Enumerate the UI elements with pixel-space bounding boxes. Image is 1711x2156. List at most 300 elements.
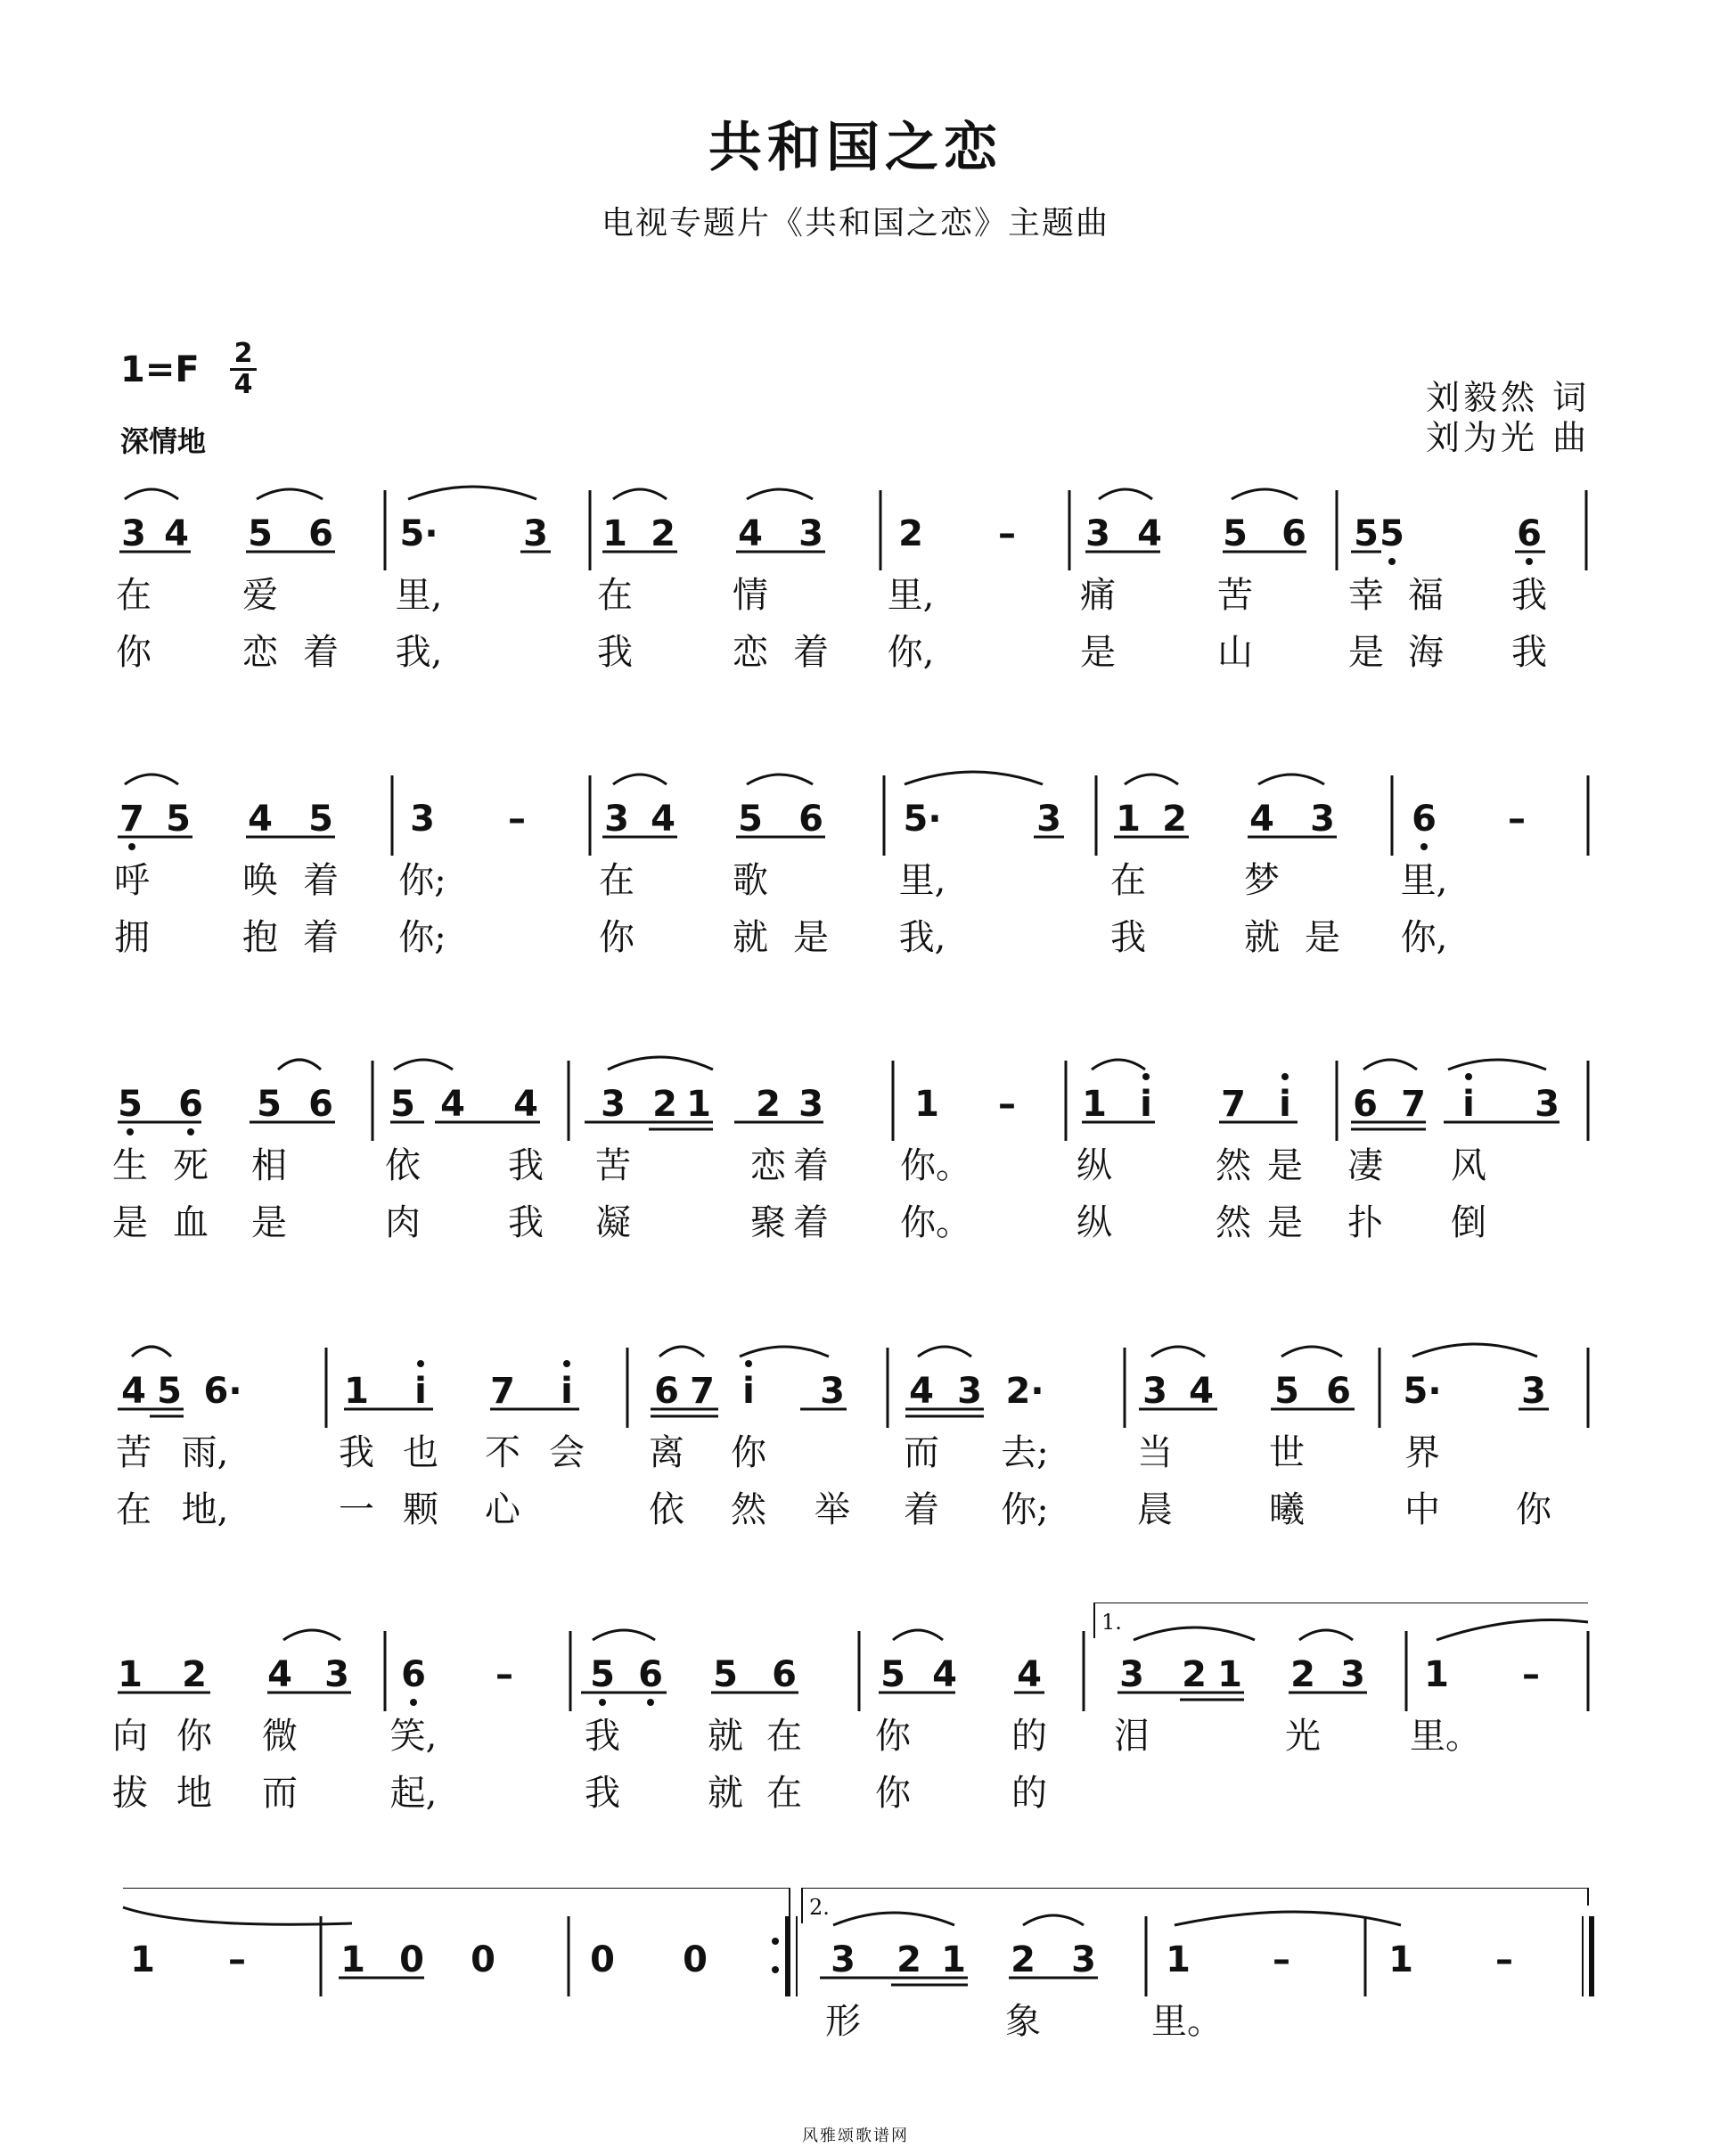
lyric: 福 [1408,575,1444,616]
note: 3 [957,1371,982,1412]
note: 4 [513,1084,538,1125]
note: 1 [602,513,627,554]
note: 3 [601,1084,626,1125]
note: 4 [738,513,763,554]
lower-octave-dot [1420,843,1428,850]
lyric: 是 [112,1202,148,1243]
lyric: 死 [173,1145,209,1186]
slur [918,1347,971,1357]
lyric: 里, [395,575,443,616]
lower-octave-dot [1388,558,1396,565]
note: 5 [257,1084,282,1125]
footer-watermark: 风雅颂歌谱网 [802,2127,909,2145]
lyric: 我 [1110,917,1146,958]
lyric: 而 [262,1773,298,1814]
note: 2 [896,1939,921,1980]
lyric: 纵 [1077,1145,1112,1186]
note: 3 [604,799,629,840]
lyric: 一 [339,1489,374,1530]
lyric: 着 [303,632,339,673]
note: 1 [1217,1654,1242,1695]
lyric: 而 [904,1432,939,1473]
lyric: 是 [1348,632,1384,673]
lyric: 是 [1267,1145,1303,1186]
lower-octave-dot [647,1699,654,1706]
lyric: 雨, [181,1432,229,1473]
lyric: 你 [116,632,151,673]
lyric: 曦 [1269,1489,1305,1530]
tie-end [123,1907,352,1924]
note: 5 [390,1084,415,1125]
note: 5 [248,513,273,554]
lyric: 在 [597,575,633,616]
lyric: 苦 [595,1145,631,1186]
note: – [508,799,526,840]
slur [408,487,536,499]
slur [1258,775,1324,784]
slur [125,489,178,499]
note: 5 [118,1084,143,1125]
note: 5 [880,1654,905,1695]
note: 6 [1281,513,1306,554]
lyric: 在 [599,860,634,901]
lyric: 然 [1216,1145,1251,1186]
note: 2 [182,1654,207,1695]
note: i [561,1371,573,1412]
note: 7 [1401,1084,1426,1125]
lyric: 我 [339,1432,374,1473]
lyric: 苦 [1217,575,1253,616]
note: 3 [798,513,823,554]
note: 5· [903,799,942,840]
lyrics-verse-2 [0,1772,1711,1815]
lyric: 你 [176,1716,212,1757]
slur [893,1630,943,1640]
slur [1281,1347,1342,1357]
note: – [495,1654,513,1695]
lyricist-credit: 刘毅然 词 [1426,378,1591,417]
note: 2 [1011,1939,1036,1980]
note: 1 [1166,1939,1191,1980]
note: 1 [130,1939,155,1980]
note: i [414,1371,427,1412]
lyric: 我 [597,632,633,673]
note: 1 [686,1084,711,1125]
lyrics-verse-2 [0,916,1711,959]
lyric: 当 [1137,1432,1173,1473]
lyric: 我 [508,1145,544,1186]
note: 6· [203,1371,242,1412]
lyric: 光 [1285,1716,1321,1757]
upper-octave-dot [1281,1073,1289,1080]
note: 3 [1085,513,1110,554]
lyric: 我 [1511,632,1547,673]
lyric: 你 [875,1716,911,1757]
note: 4 [164,513,189,554]
slur [613,775,667,784]
lyric: 是 [1305,917,1340,958]
lyric: 在 [116,575,151,616]
lyric: 你, [887,632,935,673]
slur [1175,1912,1401,1925]
lyric: 就 [733,917,768,958]
lyric: 着 [904,1489,939,1530]
lower-octave-dot [599,1699,606,1706]
note: 1 [914,1084,939,1125]
note: 0 [399,1939,424,1980]
lyrics-verse-1 [0,1144,1711,1187]
lyric: 你; [1001,1489,1049,1530]
note: – [228,1939,246,1980]
slur [278,1060,321,1070]
note: 0 [683,1939,708,1980]
key-signature: 1=F [120,349,200,390]
upper-octave-dot [563,1360,570,1367]
slur [1134,1627,1255,1640]
note: 3 [1119,1654,1144,1695]
note: 6 [772,1654,797,1695]
slur [659,1347,704,1357]
slur [257,489,323,499]
lyric: 里, [887,575,935,616]
lyrics-verse-2 [0,631,1711,674]
lyric: 是 [251,1202,287,1243]
lyric: 你 [731,1432,766,1473]
lyric: 你; [398,860,446,901]
lyric: 倒 [1451,1202,1486,1243]
time-numerator: 2 [233,338,253,369]
notation-line-6 [0,1888,1711,2093]
lyric: 聚 [750,1202,786,1243]
lyric: 抱 [242,917,278,958]
note: 1 [1388,1939,1413,1980]
slur [1092,1060,1145,1070]
song-subtitle: 电视专题片《共和国之恋》主题曲 [601,205,1109,242]
lyrics-verse-1 [0,1715,1711,1758]
note: 6 [401,1654,426,1695]
lyric: 里, [898,860,946,901]
note: i [1279,1084,1291,1125]
lyrics-verse-1 [0,574,1711,617]
note: 2 [1290,1654,1315,1695]
note: 6 [308,1084,333,1125]
upper-octave-dot [745,1360,752,1367]
note: 4 [121,1371,146,1412]
lyric: 中 [1404,1489,1440,1530]
lyric: 拔 [112,1773,148,1814]
note: 2 [652,1084,677,1125]
time-signature [230,340,257,398]
note: – [1495,1939,1513,1980]
slur [1448,1060,1546,1070]
lyric: 是 [793,917,829,958]
tie-start [1437,1620,1588,1641]
note: 5 [308,799,333,840]
note: 2 [756,1084,781,1125]
lyric: 凄 [1347,1145,1383,1186]
lyrics-verse-1 [0,1431,1711,1474]
note: 3 [1310,799,1335,840]
note: 1 [1116,799,1141,840]
lyric: 苦 [116,1432,151,1473]
upper-octave-dot [417,1360,424,1367]
note: 2 [1182,1654,1207,1695]
note: 0 [471,1939,495,1980]
note: i [1462,1084,1475,1125]
note: 4 [267,1654,292,1695]
lyric: 你。 [900,1145,971,1186]
lyric: 世 [1269,1432,1305,1473]
note: 7 [690,1371,715,1412]
lyric: 不 [485,1432,520,1473]
upper-octave-dot [1465,1073,1472,1080]
slur [283,1630,340,1640]
note: 4 [932,1654,957,1695]
slur [1363,1060,1417,1070]
note: 5 [157,1371,182,1412]
note: 5 [1274,1371,1299,1412]
note: – [1522,1654,1540,1695]
lyric: 地 [176,1773,212,1814]
lyric: 颗 [403,1489,438,1530]
lyric: 幸 [1348,575,1384,616]
lyric: 生 [112,1145,148,1186]
note: 3 [1071,1939,1096,1980]
lyric: 在 [1110,860,1146,901]
lyric: 恋 [242,632,278,673]
slur [833,1913,954,1925]
note: 1 [1424,1654,1449,1695]
lyric: 我 [585,1716,620,1757]
lyric: 纵 [1077,1202,1112,1243]
note: 5 [713,1654,738,1695]
note: 6 [308,513,333,554]
lyric: 在 [116,1489,151,1530]
note: 6 [654,1371,679,1412]
lyric: 肉 [385,1202,421,1243]
lyric: 向 [112,1716,148,1757]
slur [1099,489,1152,499]
note: 3 [410,799,435,840]
lyric: 心 [485,1489,520,1530]
note: 4 [1017,1654,1042,1695]
lyric: 歌 [733,860,768,901]
lyric: 着 [793,1145,829,1186]
slur [1125,775,1178,784]
note: 3 [1535,1084,1560,1125]
slur [593,1630,655,1640]
slur [747,489,813,499]
note: 4 [1137,513,1162,554]
lower-octave-dot [127,1128,134,1135]
lyric: 会 [549,1432,585,1473]
note: 4 [440,1084,465,1125]
lyric: 微 [262,1716,298,1757]
note: 2 [651,513,675,554]
note: 3 [523,513,548,554]
lyric: 山 [1217,632,1253,673]
note: 3 [1521,1371,1546,1412]
note: – [998,1084,1016,1125]
lyric: 然 [1216,1202,1251,1243]
note: 5 [166,799,191,840]
note: 1 [118,1654,143,1695]
note: 5 [738,799,763,840]
slur [1151,1347,1205,1357]
note: 4 [651,799,675,840]
lower-octave-dot [1526,558,1533,565]
lyric: 形 [825,2001,861,2042]
note: 1 [941,1939,966,1980]
slur [1023,1915,1084,1925]
time-denominator: 4 [233,369,253,400]
lyric: 象 [1005,2001,1041,2042]
lyric: 就 [1244,917,1280,958]
lyric: 凝 [595,1202,631,1243]
lyric: 界 [1404,1432,1440,1473]
note: 0 [590,1939,615,1980]
note: 3 [1142,1371,1167,1412]
lyric: 的 [1011,1716,1047,1757]
lyric: 着 [303,860,339,901]
lyric: 你。 [900,1202,971,1243]
lyric: 我, [395,632,443,673]
lyric: 我 [508,1202,544,1243]
note: 4 [1249,799,1274,840]
lyric: 去; [1001,1432,1049,1473]
note: 7 [119,799,144,840]
slur [1412,1344,1537,1357]
lyric: 恋 [733,632,768,673]
note: 5 [590,1654,615,1695]
lower-octave-dot [187,1128,194,1135]
note: – [1273,1939,1290,1980]
lyric: 你 [1516,1489,1551,1530]
lyric: 你; [398,917,446,958]
lyric: 然 [731,1489,766,1530]
lyric: 是 [1267,1202,1303,1243]
slur [125,775,178,784]
slur [608,1057,713,1070]
volta-2-bracket [802,1888,1588,1923]
note: 2 [1162,799,1187,840]
lyric: 也 [403,1432,438,1473]
note: 7 [490,1371,515,1412]
note: 5 [1223,513,1248,554]
note: 5 [1379,513,1404,554]
lyrics-verse-1 [0,859,1711,902]
lyric: 泪 [1114,1716,1150,1757]
note: 5· [1403,1371,1442,1412]
slur [394,1060,453,1070]
repeat-dot [772,1966,779,1973]
lower-octave-dot [128,843,135,850]
lyric: 依 [649,1489,684,1530]
slur [905,772,1043,784]
lyric: 我, [898,917,946,958]
slur [1232,489,1298,499]
note: 3 [798,1084,823,1125]
note: 3 [121,513,146,554]
slur [613,489,667,499]
lyric: 里, [1400,860,1448,901]
note: 3 [820,1371,845,1412]
lyric: 恋 [750,1145,786,1186]
note: 6 [798,799,823,840]
note: 3 [831,1939,856,1980]
upper-octave-dot [1142,1073,1150,1080]
note: 2· [1005,1371,1044,1412]
tempo-marking: 深情地 [120,424,207,458]
lyric: 拥 [114,917,150,958]
note: 6 [178,1084,203,1125]
lyric: 在 [766,1716,802,1757]
lyric: 依 [385,1145,421,1186]
song-title: 共和国之恋 [708,117,1003,179]
note: 3 [324,1654,349,1695]
note: 6 [1353,1084,1378,1125]
note: 7 [1221,1084,1246,1125]
note: 4 [909,1371,934,1412]
lyrics-verse-2 [0,1488,1711,1531]
note: 6 [1517,513,1542,554]
note: 4 [248,799,273,840]
lyric: 是 [1080,632,1116,673]
slur [132,1347,171,1357]
lyric: 情 [733,575,768,616]
lyric: 地, [181,1489,229,1530]
note: 1 [340,1939,365,1980]
note: 4 [1189,1371,1214,1412]
lyric: 你 [599,917,634,958]
lyric: 我 [1511,575,1547,616]
lyric: 唤 [242,860,278,901]
lyric: 扑 [1347,1202,1383,1243]
lyric: 相 [251,1145,287,1186]
lyrics-verse-1 [0,2000,1711,2043]
lyric: 在 [766,1773,802,1814]
lyric: 的 [1011,1773,1047,1814]
lyric: 梦 [1244,860,1280,901]
lyric: 着 [793,1202,829,1243]
volta-2-label: 2. [809,1895,830,1920]
note: 3 [1036,799,1061,840]
note: 5· [399,513,438,554]
lyric: 血 [173,1202,209,1243]
note: 6 [638,1654,663,1695]
lyric: 呼 [114,860,150,901]
lyric: 你 [875,1773,911,1814]
note: 2 [898,513,923,554]
slur [747,775,813,784]
lower-octave-dot [410,1699,417,1706]
lyric: 风 [1451,1145,1486,1186]
note: i [1140,1084,1152,1125]
lyric: 离 [649,1432,684,1473]
lyric: 着 [793,632,829,673]
lyric: 你, [1400,917,1448,958]
note: i [742,1371,755,1412]
note: 6 [1326,1371,1351,1412]
note: 3 [1340,1654,1365,1695]
volta-1-label: 1. [1101,1610,1122,1635]
slur [1299,1630,1353,1640]
lyric: 举 [815,1489,850,1530]
lyric: 就 [708,1773,743,1814]
slur [740,1347,829,1357]
lyric: 着 [303,917,339,958]
lyric: 里。 [1410,1716,1481,1757]
